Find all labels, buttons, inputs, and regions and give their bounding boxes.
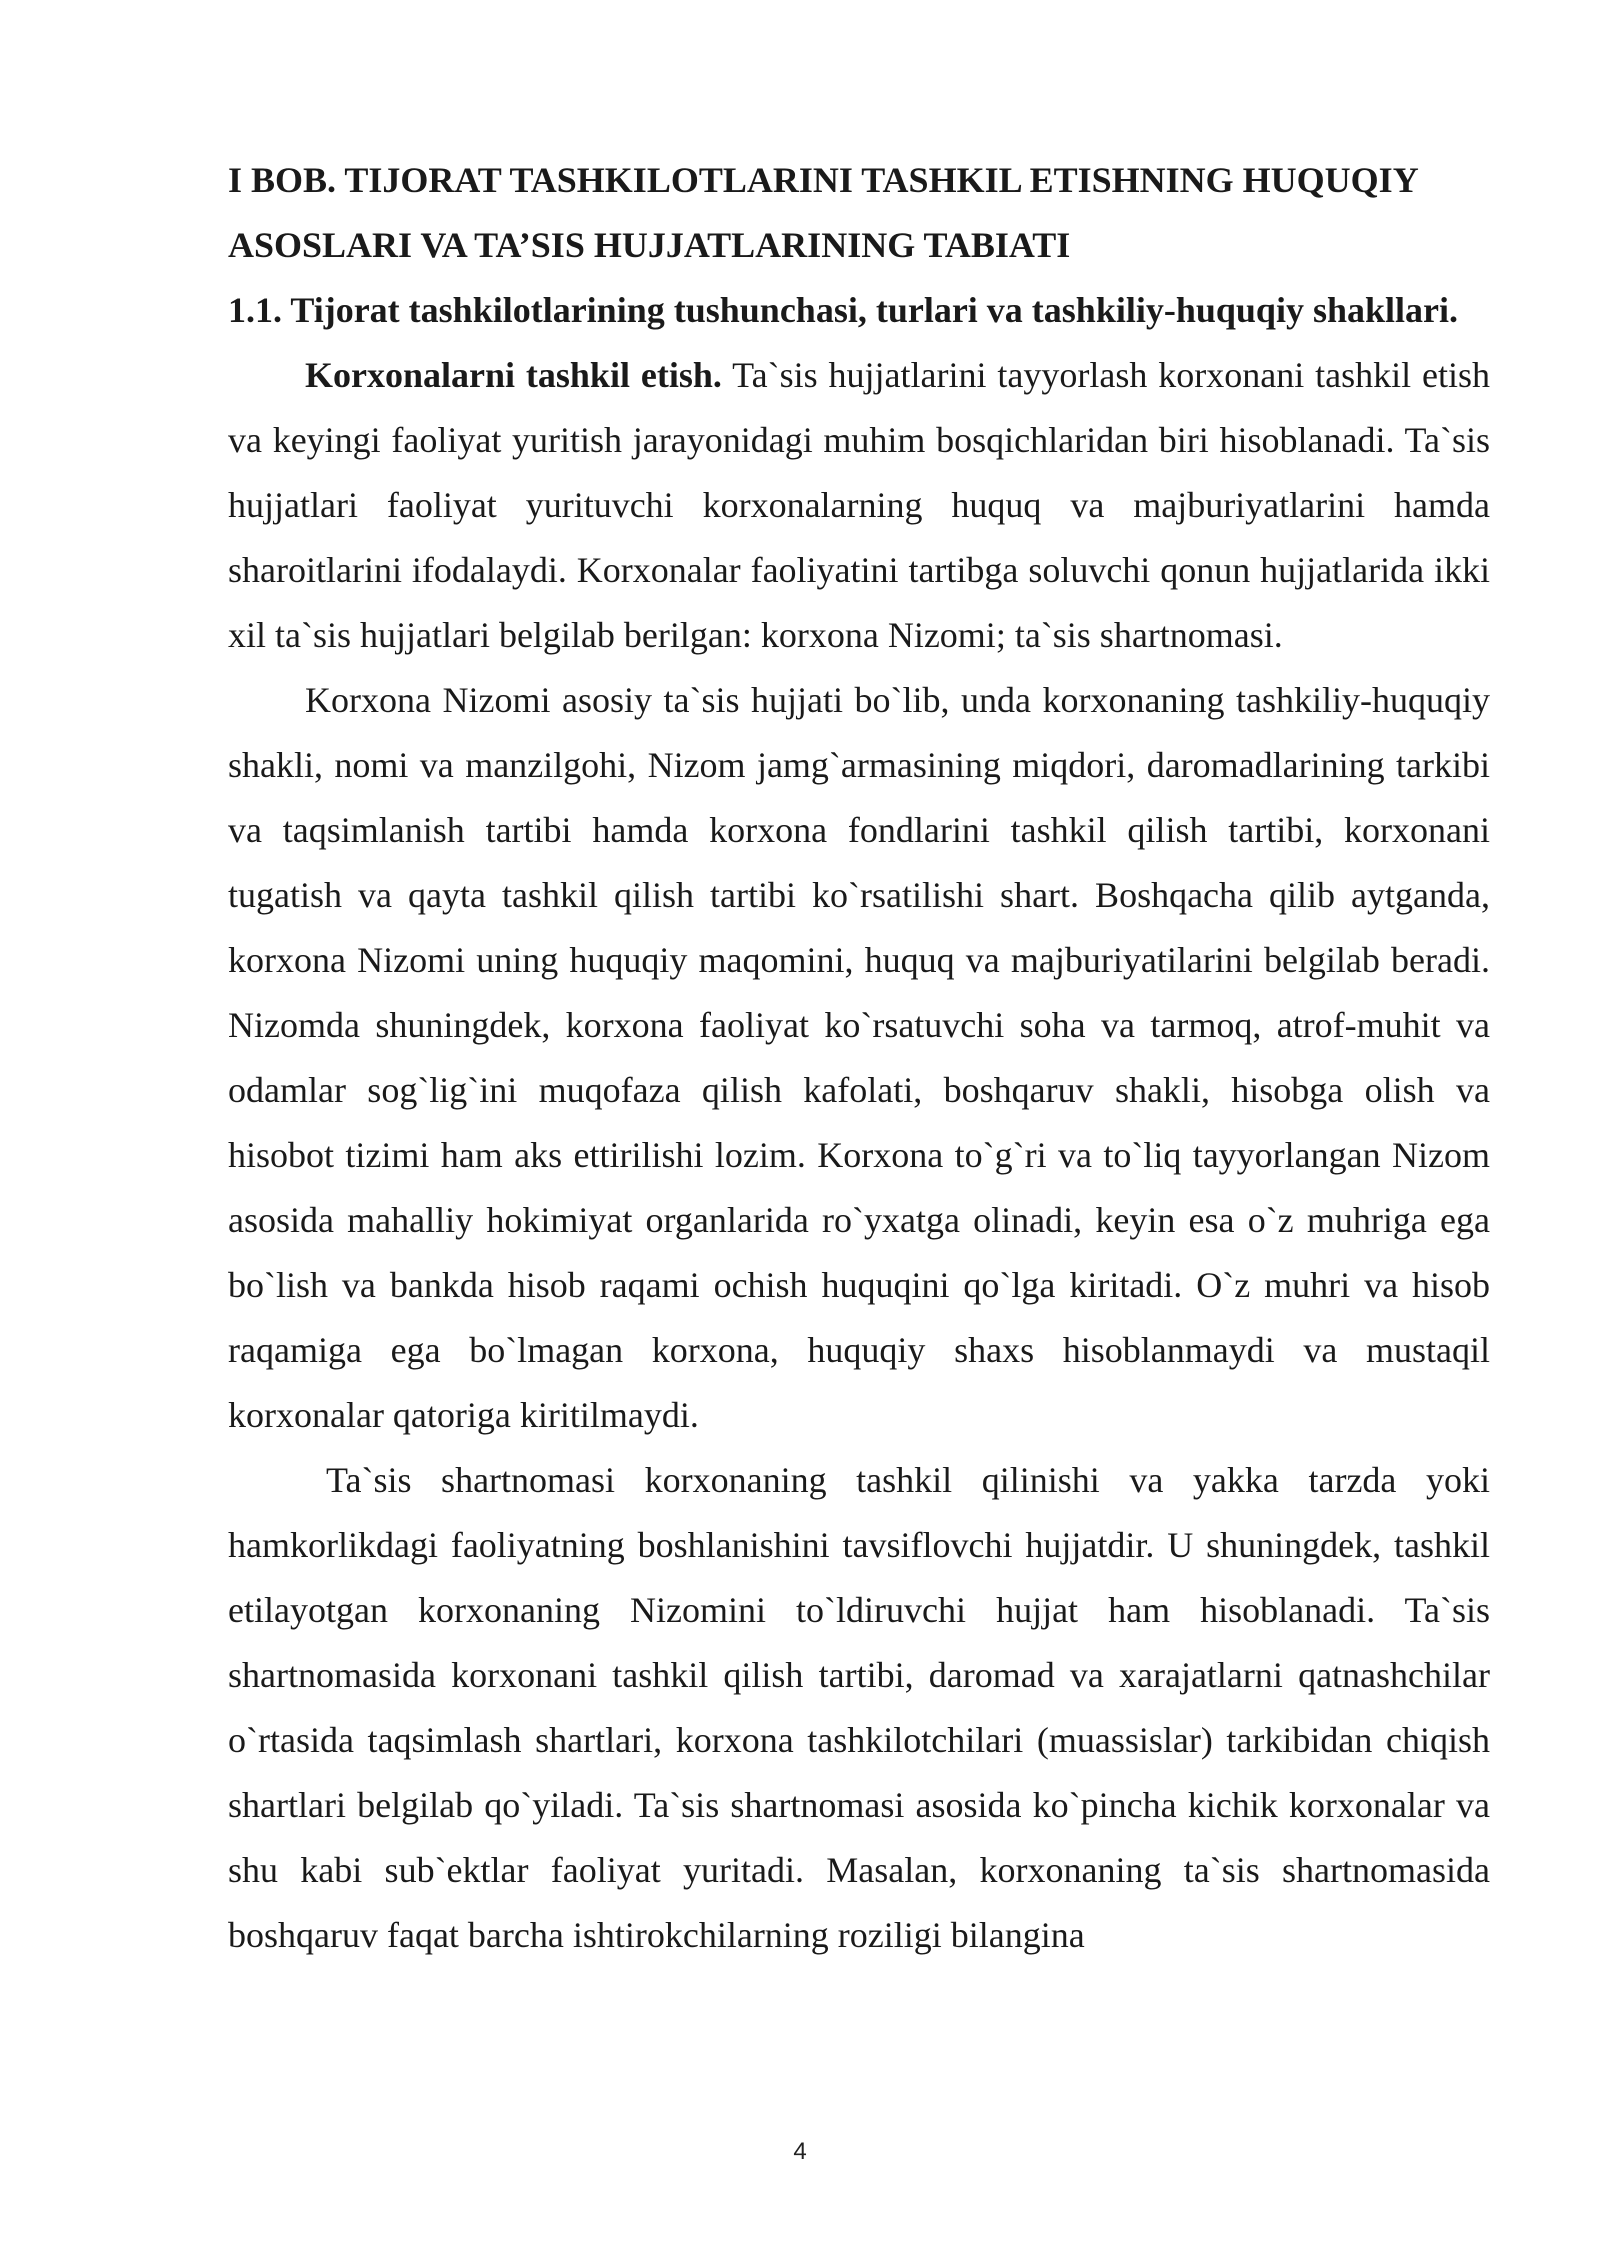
paragraph	[228, 343, 1490, 668]
paragraph: Ta`sis shartnomasi korxonaning tashkil qilinishi va yakka tarzda yoki hamkorlikdagi faoliyatning boshlanishini tavsiflovchi hujjatdir. U shuningdek, tashkil etilayotgan korxonaning Nizomini to`ldiruvchi hujjat ham hisoblanadi. Ta`sis shartnomasida korxonani tashkil qilish tartibi, daromad va xarajatlarni qatnashchilar o`rtasida taqsimlash shartlari, korxona tashkilotchilari (muassislar) tarkibidan chiqish shartlari belgilab qo`yiladi. Ta`sis shartnomasi asosida ko`pincha kichik korxonalar va shu kabi sub`ektlar faoliyat yuritadi. Masalan, korxonaning ta`sis shartnomasida boshqaruv faqat barcha ishtirokchilarning roziligi bilangina	[228, 1460, 1490, 1955]
document-page	[228, 148, 1490, 1968]
page-number: 4	[793, 2138, 807, 2165]
section-title: 1.1. Tijorat tashkilotlarining tushunchasi, turlari va tashkiliy-huquqiy shakllari.	[228, 290, 1458, 330]
paragraph-lead: Korxonalarni tashkil etish.	[305, 355, 722, 395]
paragraph-text: Ta`sis hujjatlarini tayyorlash korxonani tashkil etish va keyingi faoliyat yuritish jarayonidagi muhim bosqichlaridan biri hisoblanadi. Ta`sis hujjatlari faoliyat yurituvchi korxonalarning huquq va majburiyatlarini hamda sharoitlarini ifodalaydi. Korxonalar faoliyatini tartibga soluvchi qonun hujjatlarida ikki xil ta`sis hujjatlari belgilab berilgan: korxona Nizomi; ta`sis shartnomasi.	[228, 355, 1490, 655]
chapter-title: I BOB. TIJORAT TASHKILOTLARINI TASHKIL ETISHNING HUQUQIY ASOSLARI VA TA’SIS HUJJATLARINING TABIATI	[228, 160, 1418, 265]
paragraph: Korxona Nizomi asosiy ta`sis hujjati bo`lib, unda korxonaning tashkiliy-huquqiy shakli, nomi va manzilgohi, Nizom jamg`armasining miqdori, daromadlarining tarkibi va taqsimlanish tartibi hamda korxona fondlarini tashkil qilish tartibi, korxonani tugatish va qayta tashkil qilish tartibi ko`rsatilishi shart. Boshqacha qilib aytganda, korxona Nizomi uning huquqiy maqomini, huquq va majburiyatilarini belgilab beradi. Nizomda shuningdek, korxona faoliyat ko`rsatuvchi soha va tarmoq, atrof-muhit va odamlar sog`lig`ini muqofaza qilish kafolati, boshqaruv shakli, hisobga olish va hisobot tizimi ham aks ettirilishi lozim. Korxona to`g`ri va to`liq tayyorlangan Nizom asosida mahalliy hokimiyat organlarida ro`yxatga olinadi, keyin esa o`z muhriga ega bo`lish va bankda hisob raqami ochish huquqini qo`lga kiritadi. O`z muhri va hisob raqamiga ega bo`lmagan korxona, huquqiy shaxs hisoblanmaydi va mustaqil korxonalar qatoriga kiritilmaydi.	[228, 680, 1490, 1435]
